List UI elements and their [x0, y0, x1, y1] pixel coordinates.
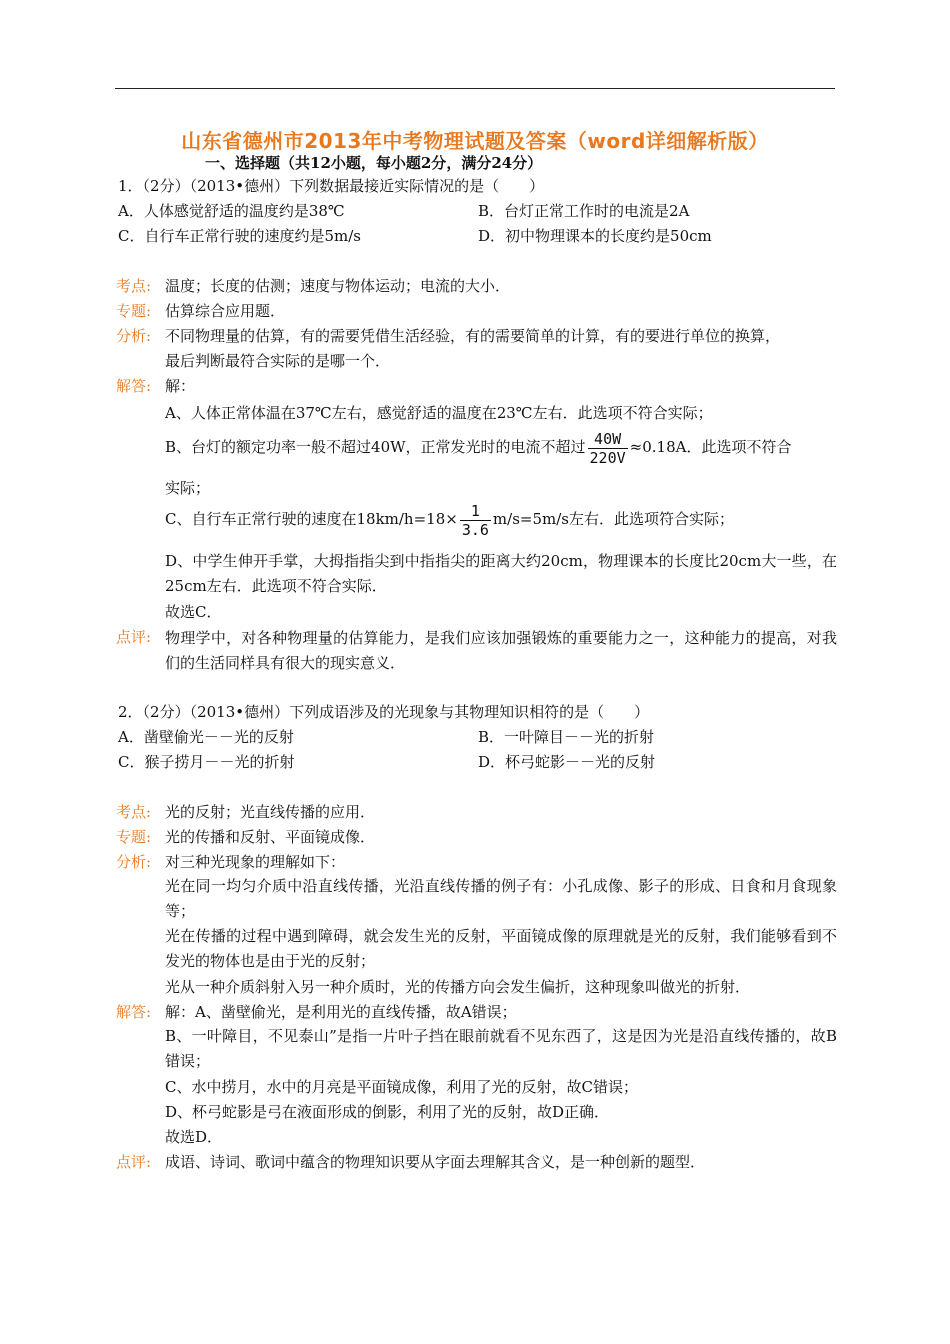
q1-answer-c-pre: C、自行车正常行驶的速度在18km/h=18× — [165, 510, 458, 528]
q1-answer-b — [165, 428, 791, 467]
q1-option-d: D．初中物理课本的长度约是50cm — [478, 227, 712, 245]
q1-choose: 故选C． — [165, 603, 222, 621]
q1-fraction-b — [588, 430, 628, 467]
q1-dianping-label: 点评: — [116, 628, 152, 646]
q1-fraction-c — [460, 502, 491, 539]
q1-answer-b-cont: 实际； — [165, 479, 211, 497]
q2-stem: 2．（2分）（2013•德州）下列成语涉及的光现象与其物理知识相符的是（ ） — [118, 703, 650, 721]
top-rule — [115, 88, 835, 89]
q2-answer-c: C、水中捞月，水中的月亮是平面镜成像，利用了光的反射，故C错误； — [165, 1078, 638, 1096]
q1-zhuanti-text: 估算综合应用题． — [165, 302, 286, 320]
q2-jieda-label: 解答: — [116, 1003, 152, 1021]
q1-dianping-text: 物理学中，对各种物理量的估算能力，是我们应该加强锻炼的重要能力之一，这种能力的提高，对我们的生活同样具有很大的现实意义． — [165, 629, 837, 672]
q2-fenxi-label: 分析: — [116, 853, 152, 871]
q1-option-c: C．自行车正常行驶的速度约是5m/s — [118, 227, 361, 245]
q1-fraction-b-denominator: 220V — [589, 448, 626, 467]
q2-fenxi-line1: 对三种光现象的理解如下： — [165, 853, 346, 871]
q2-answer-b: B、一叶障目，不见泰山”是指一片叶子挡在眼前就看不见东西了，这是因为光是沿直线传播的，故B错误； — [165, 1027, 837, 1070]
q1-answer-c — [165, 500, 734, 539]
q1-option-a: A．人体感觉舒适的温度约是38℃ — [118, 202, 345, 220]
q2-kaodian-text: 光的反射；光直线传播的应用． — [165, 803, 376, 821]
q2-fenxi-line2: 光在同一均匀介质中沿直线传播，光沿直线传播的例子有：小孔成像、影子的形成、日食和月食现象等； — [165, 877, 837, 920]
document-title: 山东省德州市2013年中考物理试题及答案（word详细解析版） — [181, 129, 769, 153]
q2-dianping-text: 成语、诗词、歌词中蕴含的物理知识要从字面去理解其含义，是一种创新的题型． — [165, 1153, 706, 1171]
q2-kaodian-label: 考点: — [116, 803, 152, 821]
q1-jieda-label: 解答: — [116, 377, 152, 395]
q1-stem: 1．（2分）（2013•德州）下列数据最接近实际情况的是（ ） — [118, 177, 545, 195]
q2-zhuanti-label: 专题: — [116, 828, 152, 846]
q2-answer-d: D、杯弓蛇影是弓在液面形成的倒影，利用了光的反射，故D正确． — [165, 1103, 610, 1121]
q2-answer-a: 解：A、凿壁偷光，是利用光的直线传播，故A错误； — [165, 1003, 517, 1021]
q1-answer-b-post: ≈0.18A．此选项不符合 — [629, 438, 792, 456]
q1-fenxi-label: 分析: — [116, 327, 152, 345]
q2-zhuanti-text: 光的传播和反射、平面镜成像． — [165, 828, 376, 846]
q1-answer-a: A、人体正常体温在37℃左右，感觉舒适的温度在23℃左右．此选项不符合实际； — [165, 404, 713, 422]
q2-option-a: A．凿壁偷光－－光的反射 — [118, 728, 294, 746]
q2-fenxi-line4: 光从一种介质斜射入另一种介质时，光的传播方向会发生偏折，这种现象叫做光的折射． — [165, 978, 751, 996]
q1-answer-b-pre: B、台灯的额定功率一般不超过40W，正常发光时的电流不超过 — [165, 438, 586, 456]
q1-fenxi-line2: 最后判断最符合实际的是哪一个． — [165, 352, 391, 370]
q2-dianping-label: 点评: — [116, 1153, 152, 1171]
q1-answer-c-post: m/s=5m/s左右．此选项符合实际； — [492, 510, 734, 528]
q2-option-d: D．杯弓蛇影－－光的反射 — [478, 753, 656, 771]
q2-option-b: B．一叶障目－－光的折射 — [478, 728, 655, 746]
q1-kaodian-label: 考点: — [116, 277, 152, 295]
q1-answer-d: D、中学生伸开手掌，大拇指指尖到中指指尖的距离大约20cm，物理课本的长度比20cm大一些，在25cm左右．此选项不符合实际． — [165, 552, 837, 595]
section-heading: 一、选择题（共12小题，每小题2分，满分24分） — [205, 154, 543, 172]
q1-fenxi-line1: 不同物理量的估算，有的需要凭借生活经验，有的需要简单的计算，有的要进行单位的换算， — [165, 327, 781, 345]
q2-choose: 故选D． — [165, 1128, 223, 1146]
q1-jieda-intro: 解： — [165, 377, 196, 395]
q1-option-b: B．台灯正常工作时的电流是2A — [478, 202, 690, 220]
q1-kaodian-text: 温度；长度的估测；速度与物体运动；电流的大小． — [165, 277, 511, 295]
q1-zhuanti-label: 专题: — [116, 302, 152, 320]
q2-option-c: C．猴子捞月－－光的折射 — [118, 753, 295, 771]
q2-fenxi-line3: 光在传播的过程中遇到障碍，就会发生光的反射，平面镜成像的原理就是光的反射，我们能够看到不发光的物体也是由于光的反射； — [165, 927, 837, 970]
q1-fraction-c-denominator: 3.6 — [461, 520, 489, 539]
q1-fraction-b-numerator: 40W — [588, 430, 628, 449]
q1-fraction-c-numerator: 1 — [460, 502, 491, 521]
